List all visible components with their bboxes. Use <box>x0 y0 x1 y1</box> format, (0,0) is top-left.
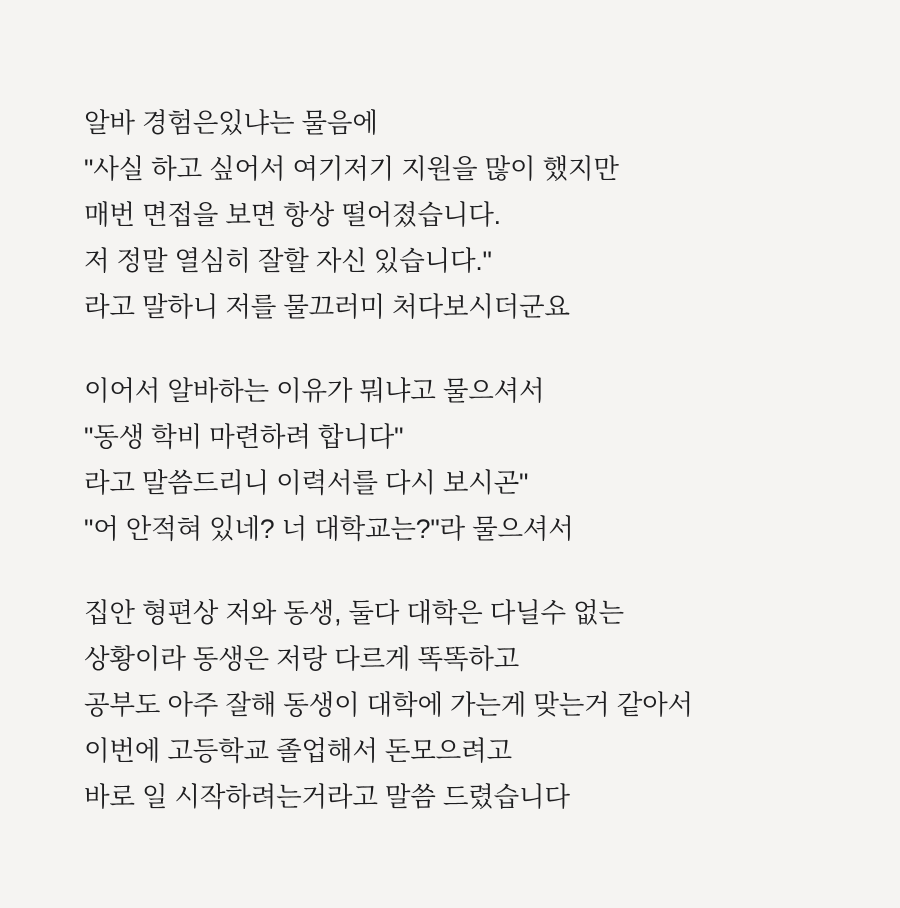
text-line: 이번에 고등학교 졸업해서 돈모으려고 <box>84 736 512 766</box>
text-line: 라고 말씀드리니 이력서를 다시 보시곤" <box>84 468 529 498</box>
text-line: "사실 하고 싶어서 여기저기 지원을 많이 했지만 <box>84 154 619 184</box>
text-line: 집안 형편상 저와 동생, 둘다 대학은 다닐수 없는 <box>84 598 624 628</box>
text-line: 알바 경험은있냐는 물음에 <box>84 108 378 138</box>
text-line: 저 정말 열심히 잘할 자신 있습니다." <box>84 246 492 276</box>
text-line: 상황이라 동생은 저랑 다르게 똑똑하고 <box>84 644 520 674</box>
text-block-1 <box>84 100 816 330</box>
text-line: 라고 말하니 저를 물끄러미 처다보시더군요 <box>84 292 570 322</box>
text-line: "동생 학비 마련하려 합니다" <box>84 422 404 452</box>
text-line: 공부도 아주 잘해 동생이 대학에 가는게 맞는거 같아서 <box>84 690 693 720</box>
text-line: 바로 일 시작하려는거라고 말씀 드렸습니다 <box>84 782 570 812</box>
text-line: "어 안적혀 있네? 너 대학교는?"라 물으셔서 <box>84 514 574 544</box>
text-block-3 <box>84 590 816 820</box>
text-line: 이어서 알바하는 이유가 뭐냐고 물으셔서 <box>84 376 545 406</box>
text-block-2 <box>84 368 816 552</box>
text-line: 매번 면접을 보면 항상 떨어졌습니다. <box>84 200 501 230</box>
